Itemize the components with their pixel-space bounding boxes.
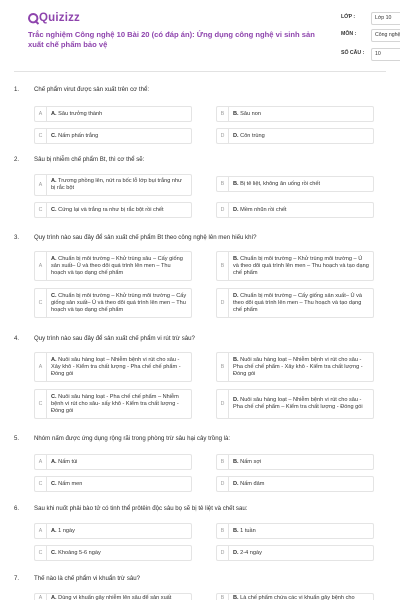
- option-text: B. Là chế phẩm chứa các vi khuẩn gây bệnh cho: [233, 595, 355, 600]
- worksheet-title: Trắc nghiệm Công nghệ 10 Bài 20 (có đáp án): Ứng dụng công nghệ vi sinh sản xuất chế phẩm bảo vệ: [28, 30, 315, 49]
- meta-class: [341, 12, 400, 25]
- option-text: D. Chuẩn bị môi trường – Cấy giống sản xuất– Ủ và theo dõi quá trình lên men – Thu hoạch và tạo dạng chế phẩm: [233, 292, 362, 313]
- option-b[interactable]: [216, 523, 374, 539]
- question-text: Quy trình nào sau đây để sản xuất chế phẩm Bt theo công nghệ lên men hiếu khí?: [34, 234, 257, 241]
- class-field[interactable]: Lớp 10: [371, 12, 400, 25]
- option-b[interactable]: [216, 106, 374, 122]
- option-text: D. 2-4 ngày: [233, 549, 262, 556]
- option-text: A. Dùng vi khuẩn gây nhiễm lên sâu để sản xuất: [51, 595, 172, 600]
- worksheet-header: [14, 0, 400, 72]
- count-field[interactable]: 10: [371, 48, 400, 61]
- option-letter: D: [217, 289, 229, 317]
- option-c[interactable]: [34, 476, 192, 492]
- option-d[interactable]: [216, 545, 374, 561]
- option-letter: C: [35, 477, 47, 491]
- option-letter: D: [217, 129, 229, 143]
- option-letter: A: [35, 594, 47, 600]
- option-text: B. Bị tê liệt, không ăn uống rồi chết: [233, 180, 321, 187]
- question-text: Chế phẩm virut được sản xuất trên cơ thể:: [34, 86, 150, 93]
- option-c[interactable]: [34, 545, 192, 561]
- subject-field[interactable]: Công nghệ: [371, 29, 400, 42]
- option-text: A. Sâu trưởng thành: [51, 110, 103, 117]
- option-d[interactable]: [216, 202, 374, 218]
- option-text: A. Nấm túi: [51, 458, 78, 465]
- count-label: SỐ CÂU :: [341, 50, 365, 56]
- question-number: 5.: [14, 435, 20, 442]
- option-letter: B: [217, 107, 229, 121]
- option-letter: A: [35, 175, 47, 195]
- option-letter: B: [217, 177, 229, 191]
- option-text: B. Nấm sợi: [233, 458, 262, 465]
- meta-count: [341, 48, 400, 61]
- question-number: 1.: [14, 86, 20, 93]
- question-number: 7.: [14, 575, 20, 582]
- option-d[interactable]: [216, 389, 374, 419]
- option-letter: B: [217, 252, 229, 280]
- option-letter: B: [217, 524, 229, 538]
- option-a[interactable]: [34, 174, 192, 196]
- subject-label: MÔN :: [341, 31, 357, 37]
- option-letter: A: [35, 107, 47, 121]
- option-letter: D: [217, 546, 229, 560]
- option-c[interactable]: [34, 128, 192, 144]
- option-b[interactable]: [216, 176, 374, 192]
- option-letter: A: [35, 252, 47, 280]
- question-number: 3.: [14, 234, 20, 241]
- option-letter: D: [217, 390, 229, 418]
- option-text: A. Trương phồng lên, nứt ra bốc lỗ lớp bụi trắng như bị rắc bột: [51, 178, 182, 191]
- option-letter: A: [35, 524, 47, 538]
- option-a[interactable]: [34, 454, 192, 470]
- option-text: B. Chuẩn bị môi trường – Khử trùng môi trường – Ủ và theo dõi quá trình lên men – Thu hoạch và tạo dạng chế phẩm: [233, 255, 369, 276]
- option-text: D. Nuôi sâu hàng loạt – Nhiễm bệnh vi rút cho sâu - Pha chế chế phẩm – Kiểm tra chất lượng - Đóng gói: [233, 397, 363, 410]
- option-text: A. Chuẩn bị môi trường – Khử trùng sâu – Cấy giống sản xuất– Ủ và theo dõi quá trình lên men – Thu hoạch và tạo dạng chế phẩm: [51, 255, 183, 276]
- option-text: C. Chuẩn bị môi trường – Khử trùng môi trường – Cấy giống sản xuất– Ủ và theo dõi quá trình lên men – Thu hoạch và tạo dạng chế phẩm: [51, 292, 187, 313]
- option-letter: A: [35, 455, 47, 469]
- worksheet-meta: [341, 12, 400, 61]
- option-text: D. Côn trùng: [233, 132, 265, 139]
- option-c[interactable]: [34, 389, 192, 419]
- option-b[interactable]: [216, 454, 374, 470]
- option-text: C. Nuôi sâu hàng loạt - Pha chế chế phẩm – Nhiễm bệnh vi rút cho sâu- sấy khô - Kiểm tra chất lượng - Đóng gói: [51, 393, 179, 414]
- option-letter: D: [217, 203, 229, 217]
- option-text: A. 1 ngày: [51, 527, 75, 534]
- option-a[interactable]: [34, 593, 192, 600]
- option-d[interactable]: [216, 288, 374, 318]
- logo-text: Quizizz: [39, 12, 81, 24]
- option-text: C. Nấm men: [51, 480, 83, 487]
- question-number: 4.: [14, 335, 20, 342]
- option-text: B. Nuôi sâu hàng loạt – Nhiễm bệnh vi rút cho sâu - Pha chế chế phẩm - Xảy khô - Kiểm tra chất lượng - Đóng gói: [233, 356, 363, 377]
- option-text: C. Nấm phấn trắng: [51, 132, 99, 139]
- option-letter: D: [217, 477, 229, 491]
- option-text: D. Mềm nhũn rồi chết: [233, 206, 287, 213]
- option-c[interactable]: [34, 202, 192, 218]
- option-b[interactable]: [216, 251, 374, 281]
- option-letter: B: [217, 594, 229, 600]
- option-text: C. Cứng lại và trắng ra như bị rắc bột rồi chết: [51, 206, 164, 213]
- class-label: LỚP :: [341, 14, 356, 20]
- question-text: Sâu bị nhiễm chế phẩm Bt, thì cơ thể sẽ:: [34, 156, 145, 163]
- option-text: B. 1 tuần: [233, 527, 256, 534]
- question-text: Nhóm nấm được ứng dụng rộng rãi trong phòng trừ sâu hại cây trồng là:: [34, 435, 231, 442]
- option-c[interactable]: [34, 288, 192, 318]
- option-a[interactable]: [34, 523, 192, 539]
- option-letter: C: [35, 546, 47, 560]
- option-b[interactable]: [216, 593, 374, 600]
- question-text: Thế nào là chế phẩm vi khuẩn trừ sâu?: [34, 575, 141, 582]
- question-text: Quy trình nào sau đây để sản xuất chế phẩm vi rút trừ sâu?: [34, 335, 195, 342]
- question-number: 6.: [14, 505, 20, 512]
- option-text: A. Nuôi sâu hàng loạt – Nhiễm bệnh vi rút cho sâu - Xảy khô - Kiểm tra chất lượng - Pha chế chế phẩm - Đóng gói: [51, 356, 181, 377]
- option-a[interactable]: [34, 251, 192, 281]
- option-letter: B: [217, 455, 229, 469]
- option-a[interactable]: [34, 352, 192, 382]
- quizizz-logo: [28, 12, 100, 25]
- option-letter: C: [35, 390, 47, 418]
- option-letter: A: [35, 353, 47, 381]
- question-text: Sau khi nuốt phải bào tử có tinh thể prôtêin độc sâu bọ sẽ bị tê liệt và chết sau:: [34, 505, 248, 512]
- question-number: 2.: [14, 156, 20, 163]
- option-text: C. Khoảng 5-6 ngày: [51, 549, 101, 556]
- option-d[interactable]: [216, 128, 374, 144]
- option-d[interactable]: [216, 476, 374, 492]
- logo-mark-icon: [28, 12, 39, 25]
- option-a[interactable]: [34, 106, 192, 122]
- option-letter: B: [217, 353, 229, 381]
- option-letter: C: [35, 203, 47, 217]
- meta-subject: [341, 29, 400, 42]
- option-text: D. Nấm đảm: [233, 480, 265, 487]
- option-text: B. Sâu non: [233, 110, 261, 117]
- option-letter: C: [35, 289, 47, 317]
- option-b[interactable]: [216, 352, 374, 382]
- option-letter: C: [35, 129, 47, 143]
